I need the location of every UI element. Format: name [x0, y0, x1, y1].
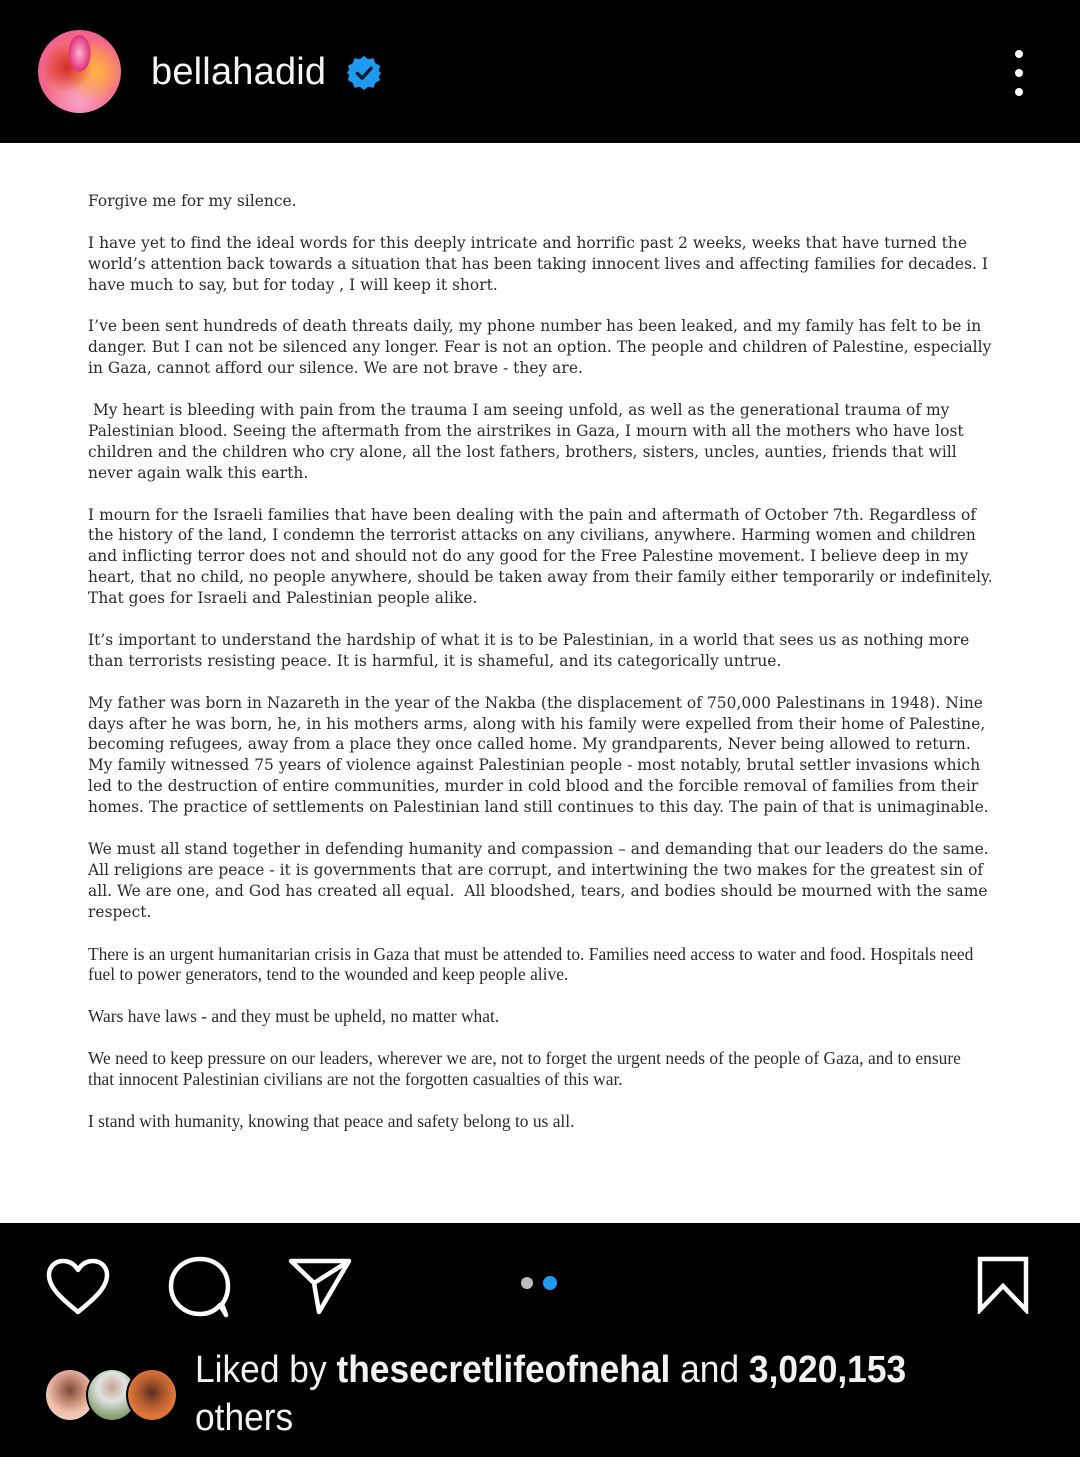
statement-document — [88, 191, 998, 1153]
statement-paragraph: I stand with humanity, knowing that peace and safety belong to us all. — [88, 1110, 575, 1131]
verified-badge-icon — [345, 54, 383, 92]
carousel-dot-active[interactable] — [543, 1276, 557, 1290]
statement-paragraph: It’s important to understand the hardship of what it is to be Palestinian, in a world that sees us as nothing more than terrorists resisting peace. It is harmful, it is shameful, and its categorically untrue. — [88, 630, 970, 670]
more-vertical-icon[interactable] — [1004, 50, 1034, 96]
statement-paragraph: I’ve been sent hundreds of death threats daily, my phone number has been leaked, and my family has felt to be in danger. But I can not be silenced any longer. Fear is not an option. The people and children of Palestine, especially in Gaza, cannot afford our silence. We are not brave - they are. — [88, 317, 992, 378]
post-image[interactable] — [0, 143, 1080, 1223]
statement-paragraph: My heart is bleeding with pain from the trauma I am seeing unfold, as well as the generational trauma of my Palestinian blood. Seeing the aftermath from the airstrikes in Gaza, I mourn with all the mothers who have lost children and the children who cry alone, all the lost fathers, brothers, sisters, uncles, aunties, friends that will never again walk this earth. — [88, 401, 969, 482]
more-dot — [1015, 69, 1023, 77]
username[interactable]: bellahadid — [151, 51, 327, 93]
heart-icon[interactable] — [45, 1258, 111, 1316]
statement-paragraph: We need to keep pressure on our leaders, wherever we are, not to forget the urgent needs of the people of Gaza, and to ensure that innocent Palestinian civilians are not the forgotten casualties of this war. — [88, 1048, 961, 1089]
liked-by-username[interactable]: thesecretlifeofnehal — [336, 1349, 671, 1391]
likes-count[interactable]: 3,020,153 — [748, 1349, 907, 1391]
statement-paragraph: We must all stand together in defending humanity and compassion – and demanding that our leaders do the same. All religions are peace - it is governments that are corrupt, and intertwining the two makes for the greatest sin of all. We are one, and God has created all equal. All bloodshed, tears, and bodies should be mourned with the same respect. — [88, 839, 999, 921]
post-header — [0, 0, 1080, 143]
statement-paragraph: Forgive me for my silence. — [88, 192, 297, 210]
liker-avatar — [126, 1368, 178, 1422]
more-dot — [1015, 50, 1023, 58]
bookmark-icon[interactable] — [976, 1256, 1030, 1314]
likes-summary[interactable] — [195, 1346, 958, 1442]
statement-paragraph: I have yet to find the ideal words for this deeply intricate and horrific past 2 weeks, weeks that have turned the world’s attention back towards a situation that has been taking innocent lives and affecting families for decades. I have much to say, but for today , I will keep it short. — [88, 233, 989, 294]
carousel-dot-inactive[interactable] — [521, 1277, 533, 1289]
comment-icon[interactable] — [166, 1255, 234, 1319]
statement-paragraph: There is an urgent humanitarian crisis in Gaza that must be attended to. Families need access to water and food. Hospitals need fuel to power generators, tend to the wounded and keep people alive. — [88, 943, 974, 985]
more-dot — [1015, 88, 1023, 96]
statement-paragraph: Wars have laws - and they must be upheld, no matter what. — [88, 1006, 500, 1027]
likes-prefix: Liked by — [195, 1349, 337, 1391]
carousel-indicator — [521, 1276, 557, 1290]
send-icon[interactable] — [287, 1256, 353, 1316]
liker-avatars[interactable] — [44, 1368, 174, 1420]
statement-paragraph: I mourn for the Israeli families that have been dealing with the pain and aftermath of October 7th. Regardless of the history of the land, I condemn the terrorist attacks on any civilians, anywhere. Harming women and children and inflicting terror does not and should not do any good for the Free Palestine movement. I believe deep in my heart, that no child, no people anywhere, should be taken away from their family either temporarily or indefinitely. That goes for Israeli and Palestinian people alike. — [88, 505, 993, 608]
likes-suffix: others — [195, 1397, 294, 1439]
profile-avatar[interactable] — [38, 30, 121, 113]
statement-paragraph: My father was born in Nazareth in the year of the Nakba (the displacement of 750,000 Palestinans in 1948). Nine days after he was born, he, in his mothers arms, along with his family were expelled from their home of Palestine, becoming refugees, away from a place they once called home. My grandparents, Never being allowed to return. My family witnessed 75 years of violence against Palestinian people - most notably, brutal settler invasions which led to the destruction of entire communities, murder in cold blood and the forcible removal of families from their homes. The practice of settlements on Palestinian land still continues to this day. The pain of that is unimaginable. — [88, 693, 989, 817]
likes-middle: and — [670, 1349, 749, 1391]
